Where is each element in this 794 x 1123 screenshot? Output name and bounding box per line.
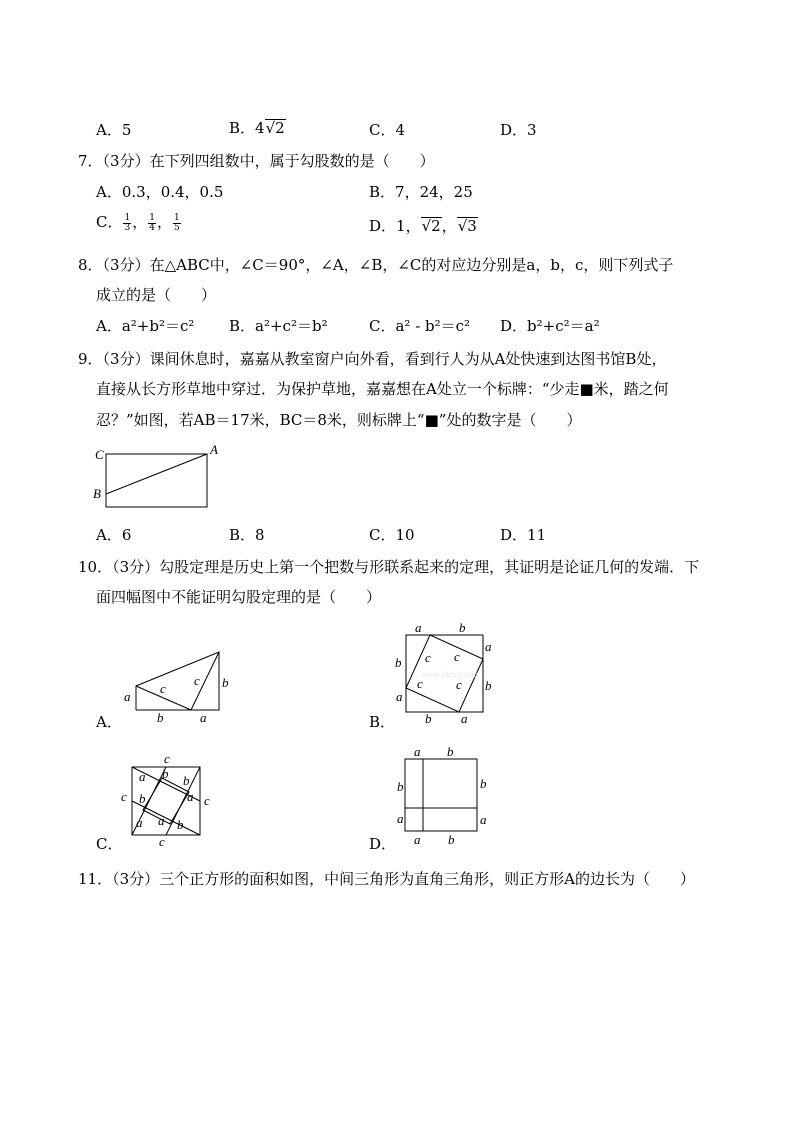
label-c: c bbox=[121, 789, 127, 804]
label-c: c bbox=[159, 834, 165, 849]
label-c: C bbox=[95, 447, 104, 462]
q10-stem-line2: 面四幅图中不能证明勾股定理的是（ ） bbox=[96, 588, 382, 606]
label-b: b bbox=[480, 776, 487, 791]
q7-option-c: C． $\frac{1}{3}$ ， $\frac{1}{4}$ ， $\frac{1}{5}$ bbox=[96, 212, 180, 233]
label-c: c bbox=[204, 793, 210, 808]
label-b: b bbox=[177, 817, 184, 832]
label-b: b bbox=[162, 766, 169, 781]
label-a: a bbox=[136, 815, 143, 830]
label-a: a bbox=[200, 710, 207, 725]
label-a: a bbox=[414, 744, 421, 759]
label-a: a bbox=[396, 689, 403, 704]
q9-stem-line1: 9．（3分）课间休息时，嘉嘉从教室窗户向外看，看到行人为从A处快速到达图书馆B处， bbox=[78, 350, 667, 368]
label-c: c bbox=[417, 676, 423, 691]
q8-option-b: B．a²+c²＝b² bbox=[229, 317, 328, 335]
label-b: b bbox=[183, 773, 190, 788]
label-b: b bbox=[425, 711, 432, 726]
q9-option-d: D．11 bbox=[500, 526, 547, 544]
label-c: c bbox=[160, 681, 166, 696]
q7-option-a: A．0.3，0.4，0.5 bbox=[96, 183, 224, 201]
label-b: b bbox=[222, 675, 229, 690]
q11-stem: 11．（3分）三个正方形的面积如图，中间三角形为直角三角形，则正方形A的边长为（ ） bbox=[78, 870, 695, 888]
q9-option-a: A．6 bbox=[96, 526, 132, 544]
label-c: c bbox=[425, 650, 431, 665]
path-ab bbox=[106, 454, 207, 494]
q10-figure-b bbox=[388, 616, 508, 728]
label-a: a bbox=[415, 620, 422, 635]
q6-option-b: B．4√2 bbox=[229, 119, 285, 137]
q9-stem-line3: 忍？”如图，若AB＝17米，BC＝8米，则标牌上“■”处的数字是（ ） bbox=[96, 411, 582, 429]
label-a: a bbox=[485, 639, 492, 654]
q10-stem-line1: 10．（3分）勾股定理是历史上第一个把数与形联系起来的定理，其证明是论证几何的发端．下 bbox=[78, 558, 700, 576]
q10-figure-c bbox=[115, 750, 225, 850]
label-b: b bbox=[459, 620, 466, 635]
q9-option-b: B．8 bbox=[229, 526, 265, 544]
label-b: B bbox=[93, 486, 101, 501]
q8-stem-line2: 成立的是（ ） bbox=[96, 286, 217, 304]
label-b: b bbox=[139, 791, 146, 806]
q8-stem-line1: 8．（3分）在△ABC中，∠C＝90°，∠A，∠B，∠C的对应边分别是a，b，c，则下列式子 bbox=[78, 256, 674, 274]
q6-option-c: C．4 bbox=[369, 121, 406, 139]
q9-option-c: C．10 bbox=[369, 526, 415, 544]
q10-option-b: B． bbox=[369, 713, 396, 731]
label-c: c bbox=[164, 751, 170, 766]
label-a: a bbox=[139, 769, 146, 784]
label-b: b bbox=[157, 710, 164, 725]
label-a: a bbox=[158, 813, 165, 828]
label-a: a bbox=[480, 812, 487, 827]
q7-option-d: D．1，√2，√3 bbox=[369, 217, 477, 235]
grass-rectangle bbox=[106, 454, 207, 507]
q8-option-a: A．a²+b²＝c² bbox=[96, 317, 195, 335]
label-b: b bbox=[448, 832, 455, 847]
q10-option-c: C． bbox=[96, 835, 123, 853]
q8-option-c: C．a² - b²＝c² bbox=[369, 317, 471, 335]
label-a: a bbox=[397, 811, 404, 826]
label-b: b bbox=[485, 678, 492, 693]
label-b: b bbox=[397, 779, 404, 794]
watermark: www.21cnjy.com bbox=[422, 670, 478, 679]
q9-rectangle-figure bbox=[88, 442, 228, 514]
label-a: a bbox=[187, 789, 194, 804]
label-a: a bbox=[124, 689, 131, 704]
label-a: a bbox=[461, 711, 468, 726]
label-c: c bbox=[456, 677, 462, 692]
q8-option-d: D．b²+c²＝a² bbox=[500, 317, 600, 335]
label-c: c bbox=[194, 673, 200, 688]
q10-figure-a bbox=[115, 645, 245, 727]
label-c: c bbox=[454, 649, 460, 664]
q10-option-a: A． bbox=[96, 713, 122, 731]
label-a: A bbox=[210, 442, 218, 457]
label-b: b bbox=[447, 744, 454, 759]
q6-option-a: A．5 bbox=[96, 121, 132, 139]
q7-stem: 7．（3分）在下列四组数中，属于勾股数的是（ ） bbox=[78, 152, 435, 170]
q9-stem-line2: 直接从长方形草地中穿过．为保护草地，嘉嘉想在A处立一个标牌：“少走■米，踏之何 bbox=[96, 380, 669, 398]
q10-option-d: D． bbox=[369, 835, 397, 853]
q7-option-b: B．7，24，25 bbox=[369, 183, 473, 201]
q10-figure-d bbox=[388, 742, 498, 850]
label-a: a bbox=[414, 832, 421, 847]
q6-option-d: D．3 bbox=[500, 121, 537, 139]
label-b: b bbox=[395, 655, 402, 670]
